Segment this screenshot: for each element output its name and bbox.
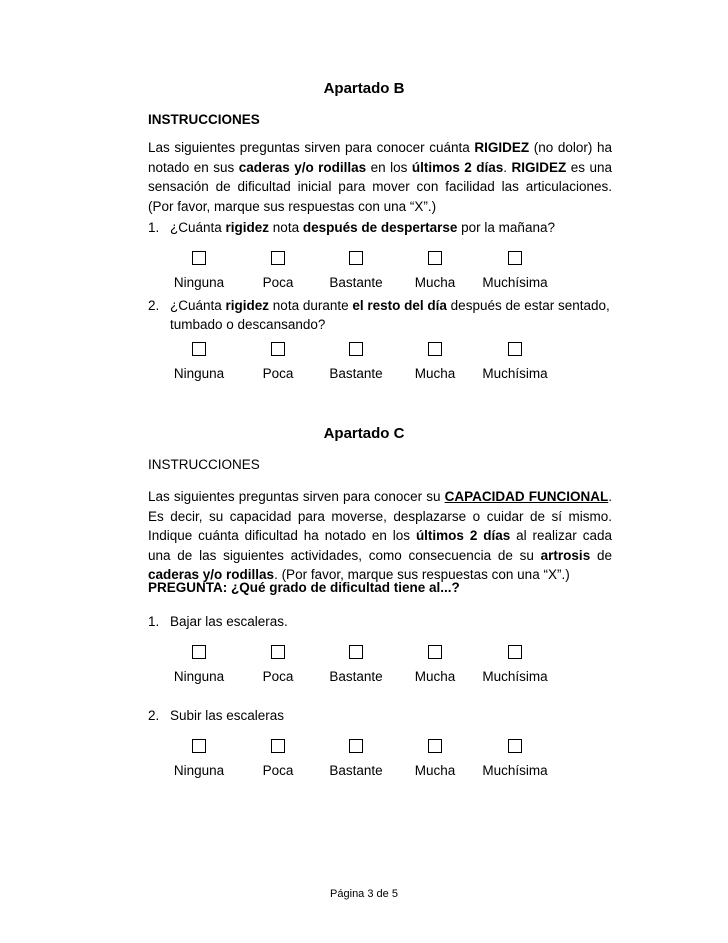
checkbox-mucha[interactable]: [428, 645, 442, 659]
apartado-b-instructions-heading: INSTRUCCIONES: [148, 112, 260, 127]
checkbox-poca[interactable]: [271, 251, 285, 265]
option-bastante[interactable]: Bastante: [311, 342, 401, 381]
checkbox-bastante[interactable]: [349, 645, 363, 659]
checkbox-muchisima[interactable]: [508, 342, 522, 356]
checkbox-mucha[interactable]: [428, 342, 442, 356]
option-ninguna[interactable]: Ninguna: [154, 645, 244, 684]
checkbox-ninguna[interactable]: [192, 645, 206, 659]
checkbox-ninguna[interactable]: [192, 342, 206, 356]
option-mucha[interactable]: Mucha: [390, 342, 480, 381]
options-c1: [150, 645, 570, 695]
option-ninguna[interactable]: Ninguna: [154, 251, 244, 290]
option-ninguna[interactable]: Ninguna: [154, 739, 244, 778]
page-footer: Página 3 de 5: [330, 888, 398, 900]
option-muchisima[interactable]: Muchísima: [470, 739, 560, 778]
checkbox-ninguna[interactable]: [192, 739, 206, 753]
options-c2: [150, 739, 570, 789]
apartado-c-instructions-heading: INSTRUCCIONES: [148, 457, 260, 472]
option-ninguna[interactable]: Ninguna: [154, 342, 244, 381]
option-mucha[interactable]: Mucha: [390, 645, 480, 684]
checkbox-bastante[interactable]: [349, 739, 363, 753]
options-b1: [150, 251, 570, 301]
apartado-c-title: Apartado C: [323, 425, 405, 442]
checkbox-bastante[interactable]: [349, 251, 363, 265]
option-mucha[interactable]: Mucha: [390, 251, 480, 290]
option-mucha[interactable]: Mucha: [390, 739, 480, 778]
option-poca[interactable]: Poca: [233, 645, 323, 684]
checkbox-muchisima[interactable]: [508, 251, 522, 265]
checkbox-bastante[interactable]: [349, 342, 363, 356]
apartado-c-instructions: Las siguientes preguntas sirven para conocer su CAPACIDAD FUNCIONAL. Es decir, su capacidad para moverse, desplazarse o cuidar de sí mismo. Indique cuánta dificultad ha notado en los últimos 2 días al realizar cada una de las siguientes actividades, como consecuencia de su artrosis de caderas y/o rodillas. (Por favor, marque sus respuestas con una “X”.): [148, 489, 612, 582]
checkbox-muchisima[interactable]: [508, 739, 522, 753]
apartado-b-question-2: 2. ¿Cuánta rigidez nota durante el resto del día después de estar sentado, tumbado o descansando?: [148, 298, 610, 332]
pregunta-heading: PREGUNTA: ¿Qué grado de dificultad tiene al...?: [148, 580, 460, 595]
checkbox-poca[interactable]: [271, 739, 285, 753]
option-muchisima[interactable]: Muchísima: [470, 645, 560, 684]
checkbox-mucha[interactable]: [428, 739, 442, 753]
apartado-b-title: Apartado B: [323, 80, 405, 97]
option-muchisima[interactable]: Muchísima: [470, 342, 560, 381]
option-poca[interactable]: Poca: [233, 342, 323, 381]
option-bastante[interactable]: Bastante: [311, 739, 401, 778]
apartado-c-question-1: 1. Bajar las escaleras.: [148, 614, 288, 629]
checkbox-poca[interactable]: [271, 342, 285, 356]
option-bastante[interactable]: Bastante: [311, 251, 401, 290]
apartado-b-question-1: 1. ¿Cuánta rigidez nota después de despertarse por la mañana?: [148, 220, 555, 235]
option-muchisima[interactable]: Muchísima: [470, 251, 560, 290]
apartado-b-instructions: Las siguientes preguntas sirven para conocer cuánta RIGIDEZ (no dolor) ha notado en sus caderas y/o rodillas en los últimos 2 días. RIGIDEZ es una sensación de dificultad inicial para mover con facilidad las articulaciones. (Por favor, marque sus respuestas con una “X”.): [148, 140, 612, 214]
option-poca[interactable]: Poca: [233, 739, 323, 778]
apartado-c-question-2: 2. Subir las escaleras: [148, 708, 285, 723]
checkbox-ninguna[interactable]: [192, 251, 206, 265]
option-poca[interactable]: Poca: [233, 251, 323, 290]
option-bastante[interactable]: Bastante: [311, 645, 401, 684]
checkbox-mucha[interactable]: [428, 251, 442, 265]
checkbox-poca[interactable]: [271, 645, 285, 659]
options-b2: [150, 342, 570, 392]
checkbox-muchisima[interactable]: [508, 645, 522, 659]
